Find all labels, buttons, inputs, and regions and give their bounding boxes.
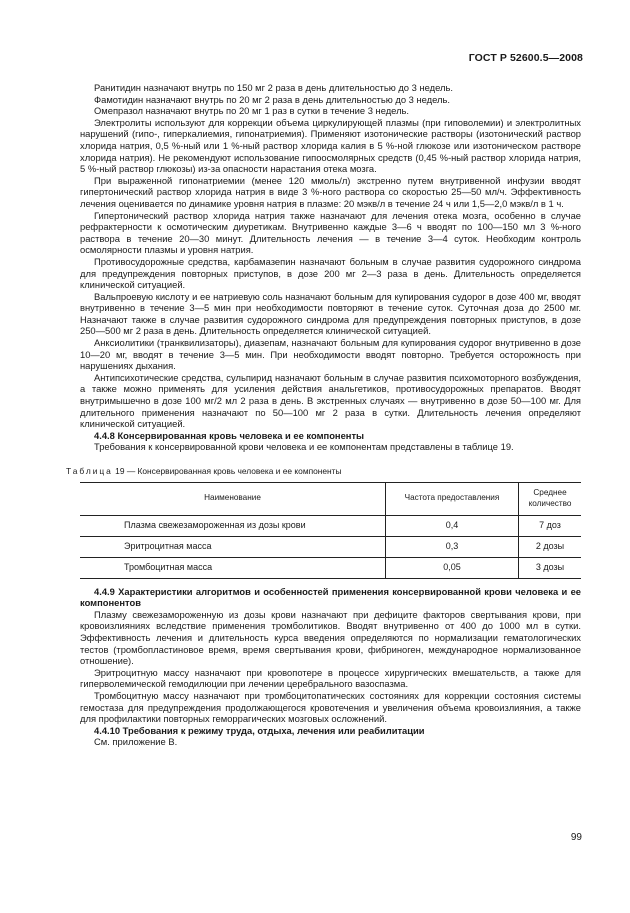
table-caption-prefix: Таблица: [66, 466, 113, 476]
paragraph: Тромбоцитную массу назначают при тромбоцитопатических состояниях для коррекции состояния системы гемостаза для предупреждения продолжающегося кровотечения и увеличения объема кровоизлияния, а также для профилактики повторных геморрагических мозговых осложнений.: [80, 689, 581, 725]
paragraph: Антипсихотические средства, сульпирид назначают больным в случае развития психомоторного возбуждения, а также можно применять для усиления действия анальгетиков, противосудорожных препаратов. Вводят внутримышечно в дозе 100 мг/2 мл 2 раза в день. В экстренных случаях — внутривенно в дозе 50—100 мг. Для длительного применения назначают по 50—100 мг 2 раза в сутки. Длительность лечения определяют клинической ситуацией.: [80, 371, 581, 430]
column-header-name: Наименование: [80, 482, 386, 515]
table-cell-amount: 7 доз: [519, 515, 582, 536]
column-header-frequency: Частота предоставления: [386, 482, 519, 515]
paragraph: Плазму свежезамороженную из дозы крови назначают при дефиците факторов свертывания крови, при кровоизлияниях вследствие применения тромболитиков. Вводят внутривенно от 400 до 1000 мл в сутки. Эффективность лечения и длительность курса введения определяются по нормализации гематологических тестов (тромбопластиновое время, время свертывания крови, фибриноген, международное нормализованное отношение).: [80, 608, 581, 667]
table-cell-name: Тромбоцитная масса: [80, 557, 386, 578]
paragraph: Ранитидин назначают внутрь по 150 мг 2 раза в день длительностью до 3 недель.: [94, 82, 453, 93]
paragraph: Требования к консервированной крови человека и ее компонентам представлены в таблице 19.: [94, 441, 514, 453]
paragraph: Эритроцитную массу назначают при кровопотере в процессе хирургических вмешательств, а также для гиперволемической гемодилюции при лечении церебрального вазоспазма.: [80, 666, 581, 690]
column-header-amount: Среднее количество: [519, 482, 582, 515]
paragraph: Электролиты используют для коррекции объема циркулирующей плазмы (при гиповолемии) и электролитных нарушений (гипо-, гиперкалиемия, гипонатриемия). Применяют изотонические растворы (изотонический раствор хлорида натрия, 0,5 %-ный или 1 %-ный раствор хлорида калия в 5 %-ной глюкозе или изотоническом растворе хлорида натрия). Не рекомендуют использование гипоосмолярных средств (0,45 %-ный раствор хлорида натрия, 5 %-ный раствор глюкозы) из-за опасности нарастания отека мозга.: [80, 116, 581, 175]
body-text: [66, 82, 581, 748]
table-caption: [66, 466, 581, 478]
paragraph: Анксиолитики (транквилизаторы), диазепам, назначают больным для купирования судорог внутривенно в дозе 10—20 мг, вводят в течение 3—5 мин. При необходимости вводят повторно. Требуется осторожность при нарушениях дыхания.: [80, 337, 581, 372]
table-cell-frequency: 0,4: [386, 515, 519, 536]
table-row: [80, 515, 581, 536]
page-number: 99: [570, 832, 582, 843]
table-cell-name: Плазма свежезамороженная из дозы крови: [124, 519, 306, 530]
paragraph: Вальпроевую кислоту и ее натриевую соль назначают больным для купирования судорог в дозе 400 мг, вводят внутривенно в течение 3—5 мин при необходимости повторяют в течение суток. Суточная доза до 2500 мг. Назначают также в случае развития судорожного синдрома для предупреждения повторных приступов, в дозе 250—500 мг 2 раза в день. Длительность определяется клинической ситуацией.: [80, 290, 581, 337]
blood-components-table: [80, 482, 581, 579]
standard-code-header: ГОСТ Р 52600.5—2008: [468, 52, 583, 64]
section-heading-4-4-8: 4.4.8 Консервированная кровь человека и ее компоненты: [94, 429, 365, 441]
table-header-row: [80, 482, 581, 515]
paragraph: При выраженной гипонатриемии (менее 120 ммоль/л) экстренно путем внутривенной инфузии вводят гипертонический раствор хлорида натрия в виде 3 %-ного раствора со скоростью 25—50 мл/ч. Эффективность лечения оценивается по динамике уровня натрия в плазме: 20 мэкв/л в течение 24 ч или 1,5—2,0 мэкв/л в 1 ч.: [80, 174, 581, 209]
table-cell-frequency: 0,3: [386, 536, 519, 557]
paragraph: См. приложение В.: [94, 736, 178, 748]
table-row: [80, 557, 581, 578]
table-row: [80, 536, 581, 557]
table-cell-amount: 3 дозы: [519, 557, 582, 578]
paragraph: Омепразол назначают внутрь по 20 мг 1 раз в сутки в течение 3 недель.: [94, 105, 410, 117]
paragraph: Противосудорожные средства, карбамазепин назначают больным в случае развития судорожного синдрома для предупреждения повторных приступов, в дозе 200 мг 2—3 раза в день. Длительность определяется клинической ситуацией.: [80, 255, 581, 291]
paragraph: Фамотидин назначают внутрь по 20 мг 2 раза в день длительностью до 3 недель.: [94, 93, 450, 105]
table-caption-title: 19 — Консервированная кровь человека и ее компоненты: [112, 466, 342, 476]
table-cell-amount: 2 дозы: [519, 536, 582, 557]
paragraph: Гипертонический раствор хлорида натрия также назначают для лечения отека мозга, особенно в случае рефрактерности к осмотическим диуретикам. Внутривенно каждые 3—6 ч вводят по 100—150 мл 3 %-ного раствора в течение 20—30 минут. Длительность лечения — в течение 3—4 суток. Необходим контроль осмолярности плазмы и уровня натрия.: [80, 209, 581, 256]
table-cell-name: Эритроцитная масса: [80, 536, 386, 557]
section-heading-4-4-10: 4.4.10 Требования к режиму труда, отдыха, лечения или реабилитации: [94, 724, 425, 736]
section-heading-4-4-9: 4.4.9 Характеристики алгоритмов и особенностей применения консервированной крови человека и ее компонентов: [80, 585, 581, 609]
table-cell-frequency: 0,05: [386, 557, 519, 578]
